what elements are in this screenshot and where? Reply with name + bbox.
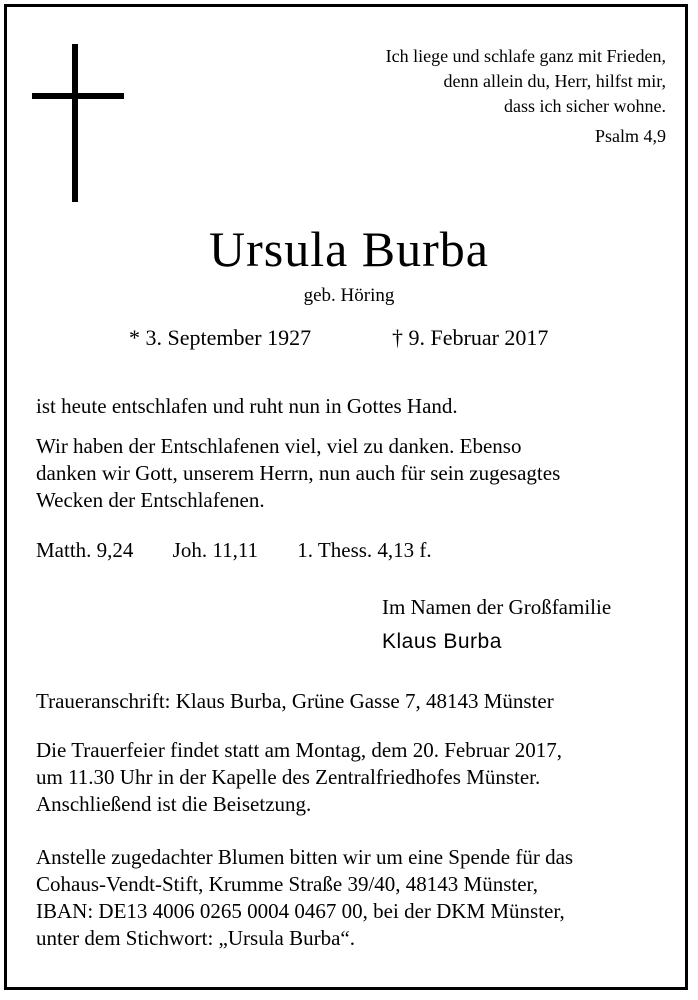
verse-line: Ich liege und schlafe ganz mit Frieden, xyxy=(385,46,666,66)
signer-name: Klaus Burba xyxy=(382,630,502,653)
ceremony-paragraph xyxy=(36,737,664,818)
bible-reference: 1. Thess. 4,13 f. xyxy=(297,538,432,562)
thanks-line: Wir haben der Entschlafenen viel, viel zu danken. Ebenso xyxy=(36,434,522,458)
mourning-address: Traueranschrift: Klaus Burba, Grüne Gasse 7, 48143 Münster xyxy=(36,689,554,713)
donation-line: unter dem Stichwort: „Ursula Burba“. xyxy=(36,926,355,950)
deceased-name: Ursula Burba xyxy=(209,221,489,277)
cross-horizontal-bar xyxy=(32,93,124,99)
donation-paragraph xyxy=(36,844,664,952)
bible-reference: Matth. 9,24 xyxy=(36,538,134,562)
thanks-line: Wecken der Entschlafenen. xyxy=(36,488,265,512)
thanks-paragraph xyxy=(36,433,664,514)
cross-icon xyxy=(32,44,124,202)
signature-block xyxy=(382,594,611,655)
death-date: † 9. Februar 2017 xyxy=(392,325,549,350)
donation-line: Cohaus-Vendt-Stift, Krumme Straße 39/40, 48143 Münster, xyxy=(36,872,538,896)
birth-date: * 3. September 1927 xyxy=(129,325,312,350)
ceremony-line: um 11.30 Uhr in der Kapelle des Zentralfriedhofes Münster. xyxy=(36,765,541,789)
ceremony-line: Die Trauerfeier findet statt am Montag, dem 20. Februar 2017, xyxy=(36,738,563,762)
verse-line: denn allein du, Herr, hilfst mir, xyxy=(443,71,666,91)
donation-line: Anstelle zugedachter Blumen bitten wir um eine Spende für das xyxy=(36,845,574,869)
thanks-line: danken wir Gott, unserem Herrn, nun auch für sein zugesagtes xyxy=(36,461,561,485)
verse-line: dass ich sicher wohne. xyxy=(504,96,666,116)
bible-references xyxy=(36,537,664,564)
on-behalf-text: Im Namen der Großfamilie xyxy=(382,595,612,619)
intro-text: ist heute entschlafen und ruht nun in Gottes Hand. xyxy=(36,394,458,418)
verse-reference: Psalm 4,9 xyxy=(594,126,666,146)
cross-vertical-bar xyxy=(72,44,78,202)
donation-line: IBAN: DE13 4006 0265 0004 0467 00, bei der DKM Münster, xyxy=(36,899,565,923)
ceremony-line: Anschließend ist die Beisetzung. xyxy=(36,792,312,816)
maiden-name: geb. Höring xyxy=(303,285,395,306)
psalm-verse xyxy=(246,44,666,149)
bible-reference: Joh. 11,11 xyxy=(172,538,259,562)
